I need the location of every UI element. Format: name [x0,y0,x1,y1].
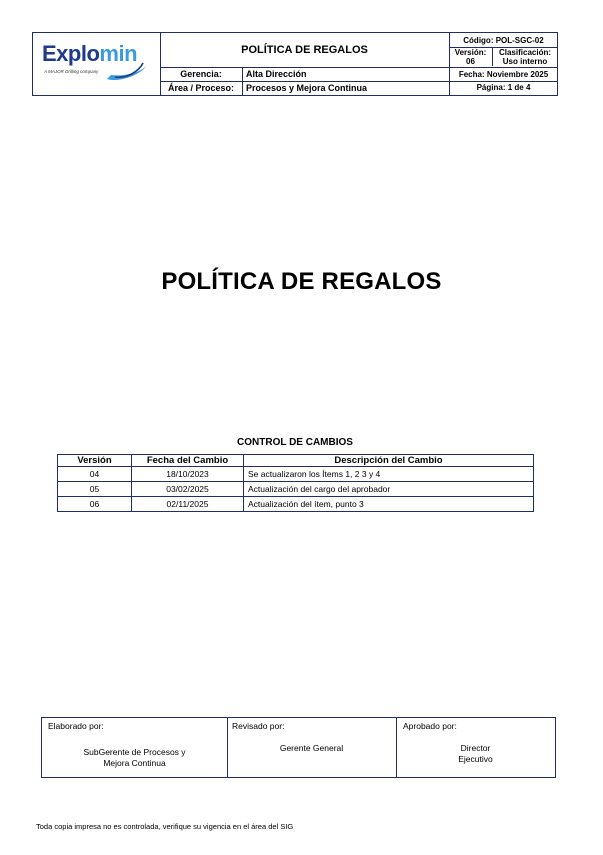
change-control-table [57,454,534,512]
column-header-version: Versión [58,455,132,467]
table-header-row [58,455,534,467]
company-logo [33,33,160,95]
revisado-label: Revisado por: [232,721,285,731]
cell-description: Se actualizaron los Ítems 1, 2 3 y 4 [244,467,534,482]
classification-value: Uso interno [502,57,548,66]
area-value: Procesos y Mejora Continua [246,83,368,93]
logo-swoosh-icon [105,61,149,83]
signature-block [41,717,556,778]
page-title: POLÍTICA DE REGALOS [161,268,442,295]
version-cell [449,47,492,67]
document-code: Código: POL-SGC-02 [463,35,544,45]
classification-cell [492,47,558,67]
cell-date: 02/11/2025 [132,497,244,512]
signature-revisado [227,718,396,777]
table-row [58,482,534,497]
revisado-value: Gerente General [279,743,344,753]
cell-description: Actualización del ítem, punto 3 [244,497,534,512]
change-control-title: CONTROL DE CAMBIOS [237,437,353,448]
document-header [32,32,558,96]
cell-version: 06 [58,497,132,512]
aprobado-value: Director Ejecutivo [458,743,493,764]
elaborado-label: Elaborado por: [48,721,104,731]
cell-version: 05 [58,482,132,497]
elaborado-value: SubGerente de Procesos y Mejora Continua [83,747,186,768]
logo-tagline: A MAJOR Drilling company [44,69,99,74]
aprobado-label: Aprobado por: [403,721,457,731]
version-value: 06 [466,57,475,66]
document-date: Fecha: Noviembre 2025 [458,69,549,79]
signature-elaborado [42,718,227,777]
header-title: POLÍTICA DE REGALOS [241,44,368,56]
column-header-description: Descripción del Cambio [244,455,534,467]
page-number: Página: 1 de 4 [476,82,531,92]
logo-text-part1: Explo [42,41,100,66]
cell-description: Actualización del cargo del aprobador [244,482,534,497]
table-row [58,497,534,512]
gerencia-label: Gerencia: [180,69,222,79]
cell-date: 03/02/2025 [132,482,244,497]
cell-date: 18/10/2023 [132,467,244,482]
classification-label: Clasificación: [498,48,551,57]
gerencia-value: Alta Dirección [246,69,307,79]
cell-version: 04 [58,467,132,482]
footer-note: Toda copia impresa no es controlada, verifique su vigencia en el área del SIG [36,822,294,831]
logo-text-part2: min [99,41,138,66]
column-header-date: Fecha del Cambio [132,455,244,467]
area-label: Área / Proceso: [167,83,235,93]
version-label: Versión: [454,48,487,57]
table-row [58,467,534,482]
signature-aprobado [396,718,555,777]
